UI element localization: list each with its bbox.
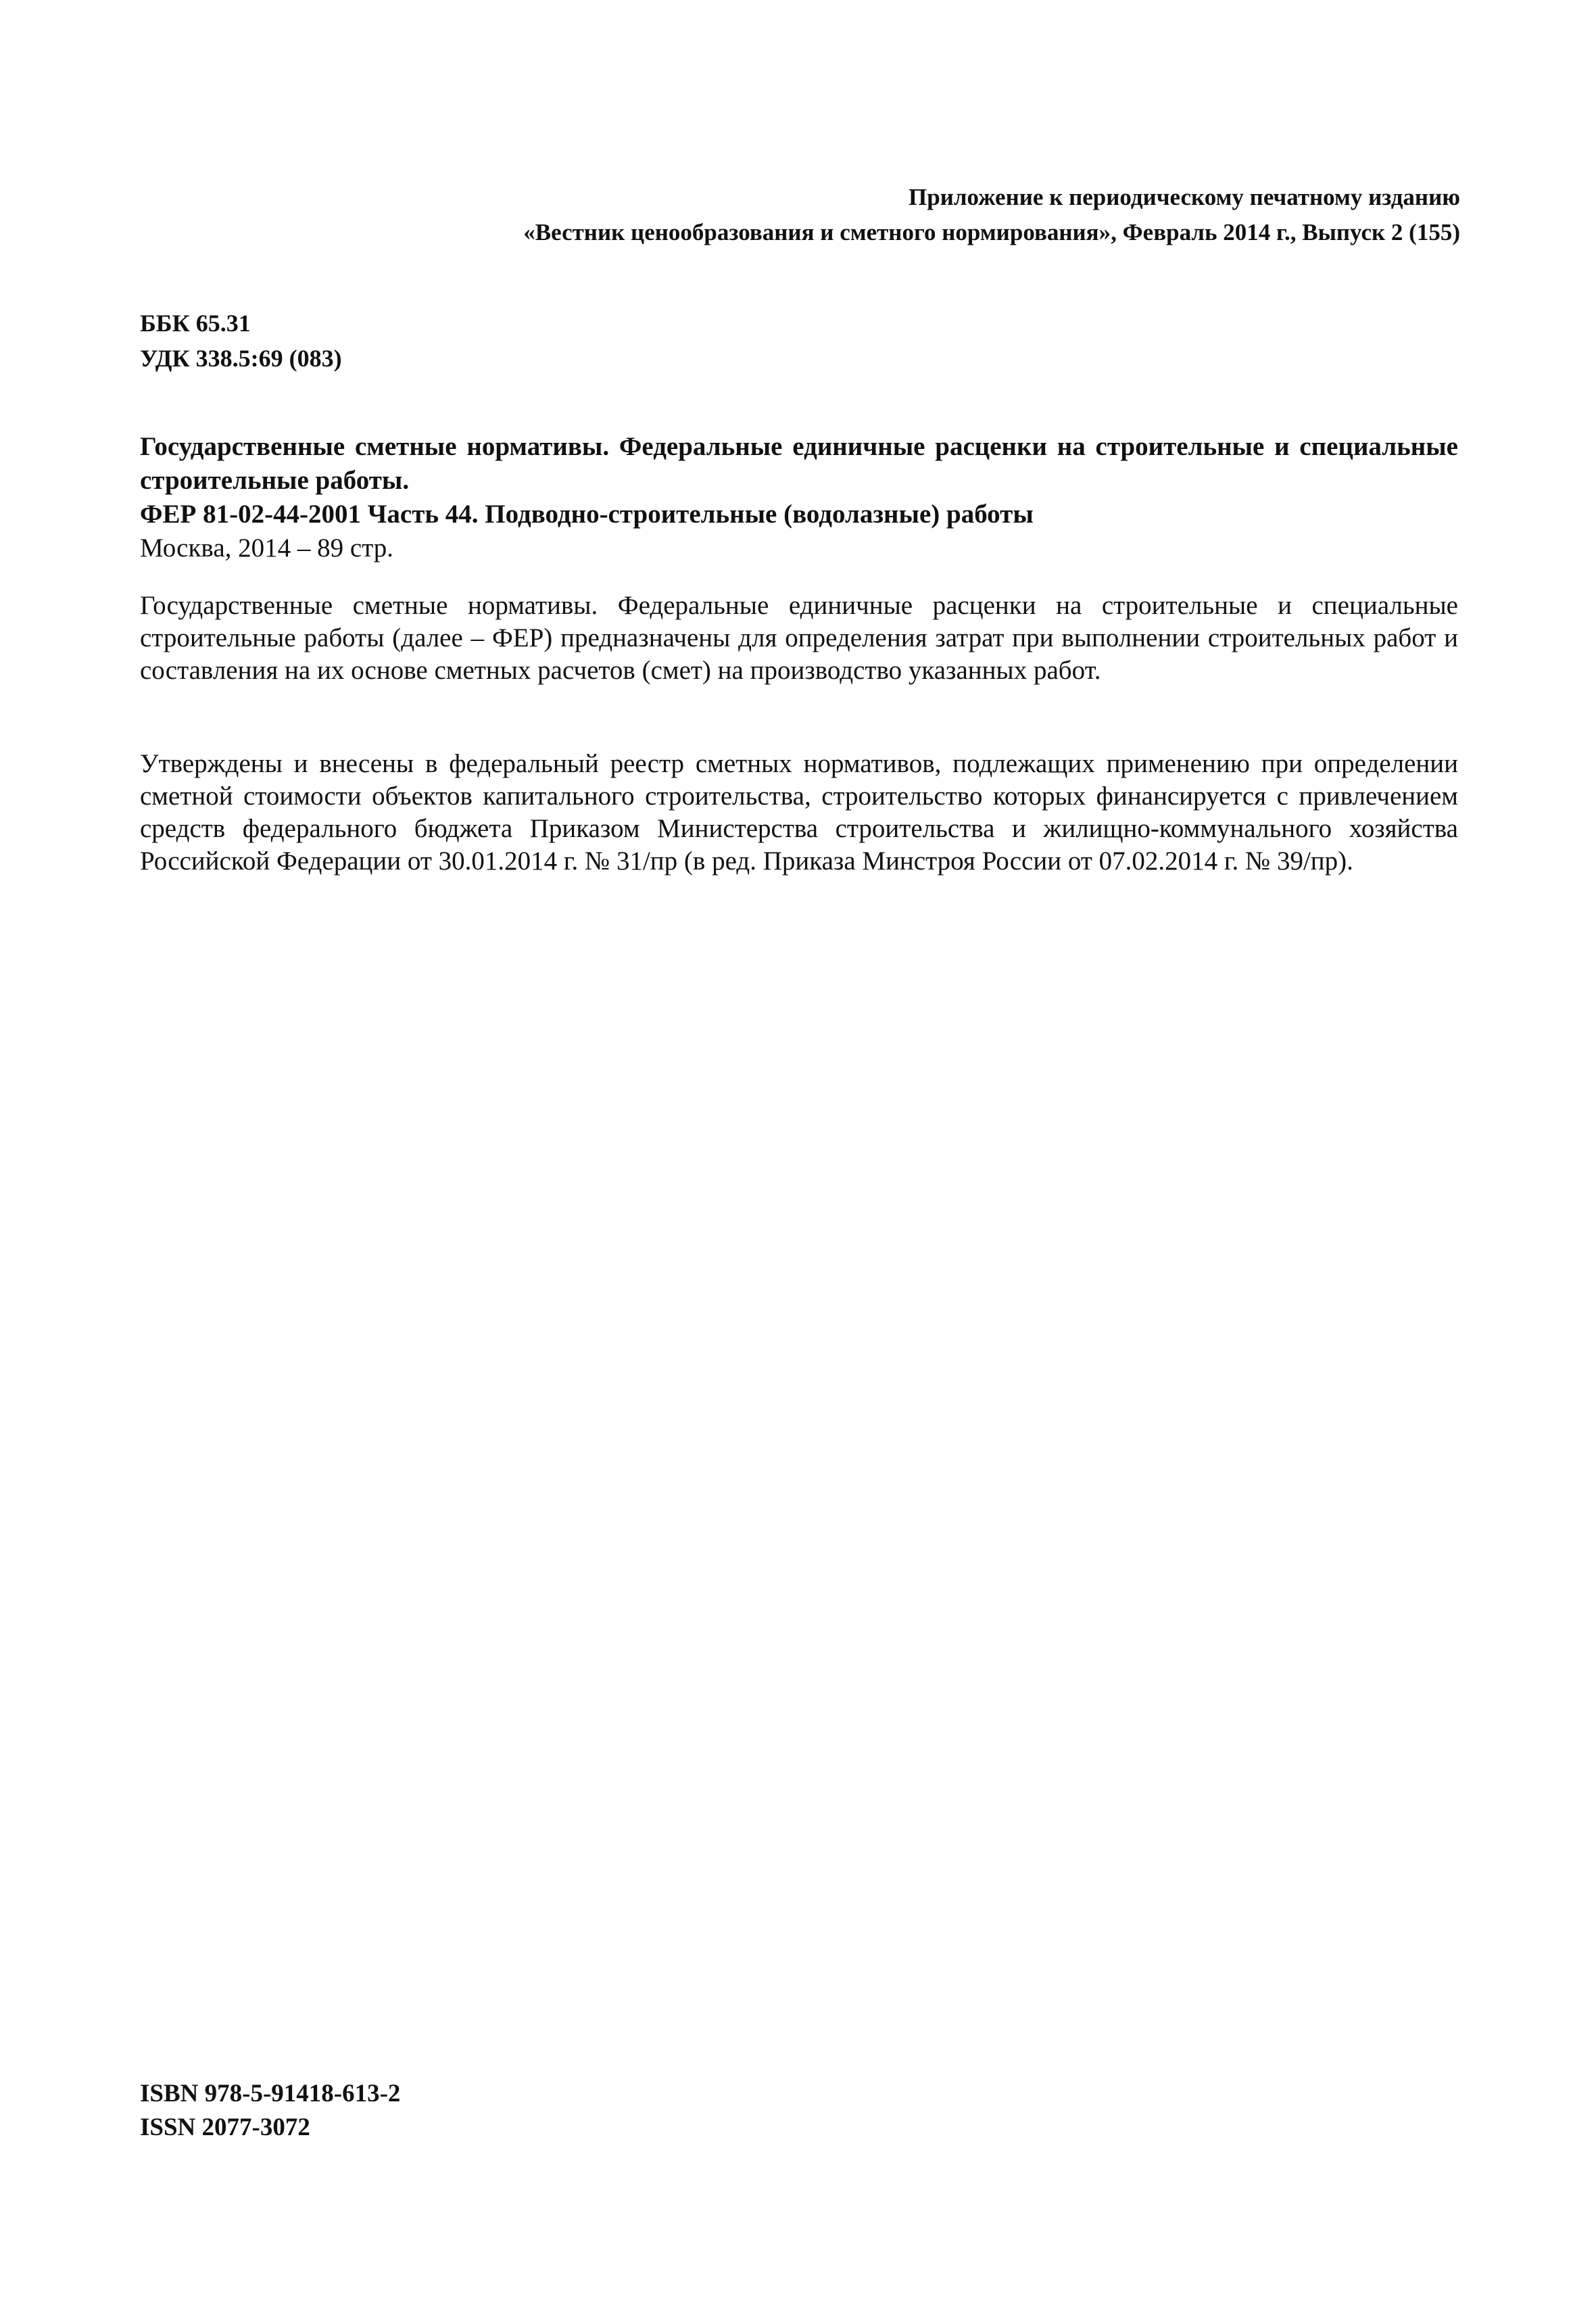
isbn-block xyxy=(140,2077,400,2145)
issn-number: ISSN 2077-3072 xyxy=(140,2114,310,2141)
isbn-number: ISBN 978-5-91418-613-2 xyxy=(140,2080,401,2107)
city-pages: Москва, 2014 – 89 стр. xyxy=(140,533,393,563)
udk-code: УДК 338.5:69 (083) xyxy=(140,345,342,372)
document-subtitle: ФЕР 81-02-44-2001 Часть 44. Подводно-строительные (водолазные) работы xyxy=(140,500,1034,529)
bbk-code: ББК 65.31 xyxy=(140,310,251,337)
header-line-2: «Вестник ценообразования и сметного нормирования», Февраль 2014 г., Выпуск 2 (155) xyxy=(523,219,1460,245)
approval-paragraph: Утверждены и внесены в федеральный реестр сметных нормативов, подлежащих применению при определении сметной стоимости объектов капитального строительства, строительство которых финансируется с привлечением средств федерального бюджета Приказом Министерства строительства и жилищно-коммунального хозяйства Российской Федерации от 30.01.2014 г. № 31/пр (в ред. Приказа Минстроя России от 07.02.2014 г. № 39/пр). xyxy=(140,749,1458,876)
classification-codes xyxy=(140,306,342,376)
header-line-1: Приложение к периодическому печатному изданию xyxy=(909,184,1460,210)
publication-header xyxy=(379,180,1460,250)
description-paragraph: Государственные сметные нормативы. Федеральные единичные расценки на строительные и специальные строительные работы (далее – ФЕР) предназначены для определения затрат при выполнении строительных работ и составления на их основе сметных расчетов (смет) на производство указанных работ. xyxy=(140,591,1458,685)
document-title-block xyxy=(140,430,1458,565)
document-title: Государственные сметные нормативы. Федеральные единичные расценки на строительные и специальные строительные работы. xyxy=(140,432,1458,495)
